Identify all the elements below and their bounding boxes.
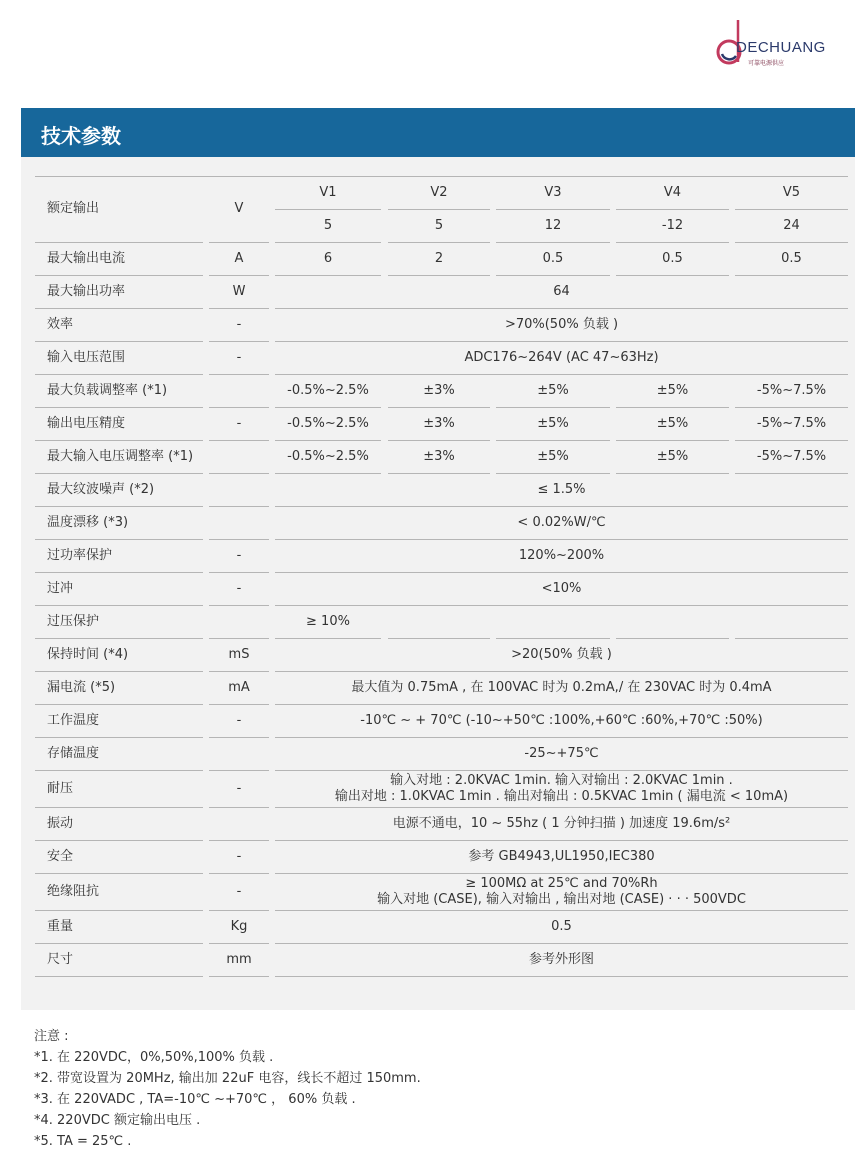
row-span-value: >70%(50% 负载 ): [504, 316, 619, 332]
row-unit: -: [236, 547, 242, 563]
channel-voltage: 5: [434, 217, 444, 233]
row-unit: W: [232, 283, 246, 299]
row-label: 存储温度: [47, 745, 100, 761]
brand-tagline: 可靠电源供应: [748, 60, 785, 67]
row-value: ±3%: [423, 382, 455, 398]
note-item: *3. 在 220VADC , TA=-10℃ ~+70℃ ， 60% 负载 .: [34, 1092, 356, 1107]
channel-voltage: 5: [323, 217, 333, 233]
row-value: 0.5: [542, 250, 564, 266]
note-item: *5. TA = 25℃ .: [34, 1134, 132, 1149]
row-label: 输入电压范围: [47, 349, 126, 365]
row-unit: -: [236, 316, 242, 332]
row-value: -5%~7.5%: [756, 415, 827, 431]
row-span-value: 电源不通电，10 ~ 55hz ( 1 分钟扫描 ) 加速度 19.6m/s²: [392, 815, 731, 831]
row-label: 过压保护: [47, 613, 100, 629]
notes-section: [34, 1026, 421, 1152]
row-label: 过功率保护: [47, 547, 113, 563]
row-value: [496, 605, 610, 638]
row-value: -5%~7.5%: [756, 448, 827, 464]
row-value: -0.5%~2.5%: [287, 382, 369, 398]
row-span-value: 120%~200%: [518, 547, 605, 563]
row-label: 耐压: [47, 780, 74, 796]
row-value: [735, 605, 848, 638]
row-value: ±3%: [423, 448, 455, 464]
row-value: ≥ 10%: [306, 613, 350, 629]
row-value: [616, 605, 729, 638]
row-span-value: ADC176~264V (AC 47~63Hz): [464, 349, 659, 365]
row-divider: [209, 976, 269, 977]
row-unit: -: [236, 580, 242, 596]
row-span-value: 参考外形图: [528, 951, 594, 967]
row-value: -5%~7.5%: [756, 382, 827, 398]
row-value: ±5%: [537, 448, 569, 464]
notes-title: 注意 :: [34, 1029, 69, 1044]
row-value: ±5%: [656, 415, 689, 431]
row-label: 振动: [47, 815, 74, 831]
row-divider: [275, 976, 848, 977]
row-unit: [209, 473, 269, 506]
row-unit: -: [236, 415, 242, 431]
row-label: 安全: [47, 848, 74, 864]
row-label: 额定输出: [47, 201, 100, 216]
row-label: 最大纹波噪声 (*2): [47, 481, 155, 497]
row-label: 保持时间 (*4): [47, 646, 129, 662]
row-label: 最大输入电压调整率 (*1): [47, 448, 194, 464]
row-unit: A: [234, 250, 244, 266]
channel-header: V5: [782, 184, 801, 200]
row-unit: [209, 374, 269, 407]
row-span-line: ≥ 100MΩ at 25℃ and 70%Rh: [465, 875, 658, 891]
row-unit: [209, 807, 269, 840]
row-value: ±5%: [537, 382, 569, 398]
row-unit: -: [236, 883, 242, 899]
row-unit: [209, 737, 269, 770]
row-unit: -: [236, 780, 242, 796]
row-divider: [35, 976, 203, 977]
channel-header: V3: [544, 184, 562, 200]
row-value: 2: [434, 250, 444, 266]
row-label: 绝缘阻抗: [47, 883, 100, 899]
row-label: 重量: [47, 918, 74, 934]
row-unit: [209, 440, 269, 473]
row-label: 最大输出电流: [47, 250, 126, 266]
row-span-value: ≤ 1.5%: [537, 481, 586, 497]
row-label: 过冲: [47, 580, 74, 596]
row-span-line: 输入对地 : 2.0KVAC 1min. 输入对输出 : 2.0KVAC 1min .: [390, 772, 733, 788]
section-header: [21, 108, 855, 157]
note-item: *2. 带宽设置为 20MHz, 输出加 22uF 电容，线长不超过 150mm.: [34, 1071, 421, 1086]
row-span-value: <10%: [541, 580, 582, 596]
row-label: 效率: [47, 316, 74, 332]
brand-name: DECHUANG: [736, 39, 826, 56]
row-span-value: 参考 GB4943,UL1950,IEC380: [468, 848, 655, 864]
row-label: 尺寸: [47, 951, 74, 967]
row-value: 0.5: [662, 250, 683, 266]
row-unit: [209, 506, 269, 539]
row-label: 漏电流 (*5): [47, 679, 116, 695]
row-value: [388, 605, 490, 638]
row-unit: -: [236, 349, 242, 365]
row-label: 最大负载调整率 (*1): [47, 382, 168, 398]
row-span-value: [275, 770, 848, 807]
row-unit: [209, 605, 269, 638]
row-span-value: 0.5: [551, 918, 572, 934]
row-value: ±5%: [656, 448, 689, 464]
channel-voltage: 24: [783, 217, 800, 233]
note-item: *4. 220VDC 额定输出电压 .: [34, 1113, 201, 1128]
row-span-value: < 0.02%W/℃: [517, 514, 606, 530]
row-unit: mA: [228, 679, 250, 695]
row-label: 温度漂移 (*3): [47, 514, 129, 530]
row-span-value: [275, 873, 848, 910]
row-span-value: -25~+75℃: [524, 745, 599, 761]
row-unit: mm: [226, 951, 252, 967]
brand-logo: [712, 18, 852, 72]
row-span-value: >20(50% 负载 ): [511, 646, 612, 662]
channel-header: V1: [319, 184, 337, 200]
note-item: *1. 在 220VDC，0%,50%,100% 负载 .: [34, 1050, 274, 1065]
row-unit: Kg: [230, 918, 248, 934]
row-span-line: 输入对地 (CASE), 输入对输出 , 输出对地 (CASE) · · · 500VDC: [377, 891, 746, 907]
row-value: ±3%: [423, 415, 455, 431]
row-span-value: -10℃ ~ + 70℃ (-10~+50℃ :100%,+60℃ :60%,+70℃ :50%): [360, 712, 763, 728]
row-span-line: 输出对地 : 1.0KVAC 1min . 输出对输出 : 0.5KVAC 1min ( 漏电流 < 10mA): [334, 788, 789, 804]
row-label: 工作温度: [47, 712, 100, 728]
channel-header: V4: [663, 184, 682, 200]
row-value: -0.5%~2.5%: [287, 415, 369, 431]
row-label: 最大输出功率: [47, 283, 126, 299]
row-value: ±5%: [537, 415, 569, 431]
row-unit: -: [236, 848, 242, 864]
row-span-value: 64: [553, 283, 570, 299]
row-label: 输出电压精度: [47, 415, 126, 431]
row-span-value: 最大值为 0.75mA , 在 100VAC 时为 0.2mA,/ 在 230VAC 时为 0.4mA: [351, 679, 772, 695]
row-unit: V: [234, 201, 244, 216]
row-value: -0.5%~2.5%: [287, 448, 369, 464]
row-unit: -: [236, 712, 242, 728]
row-unit: mS: [228, 646, 250, 662]
channel-header: V2: [430, 184, 448, 200]
row-value: 6: [323, 250, 333, 266]
row-value: ±5%: [656, 382, 689, 398]
row-value: 0.5: [781, 250, 802, 266]
channel-voltage: -12: [661, 217, 684, 233]
channel-voltage: 12: [544, 217, 562, 233]
page-title: 技术参数: [41, 124, 121, 148]
